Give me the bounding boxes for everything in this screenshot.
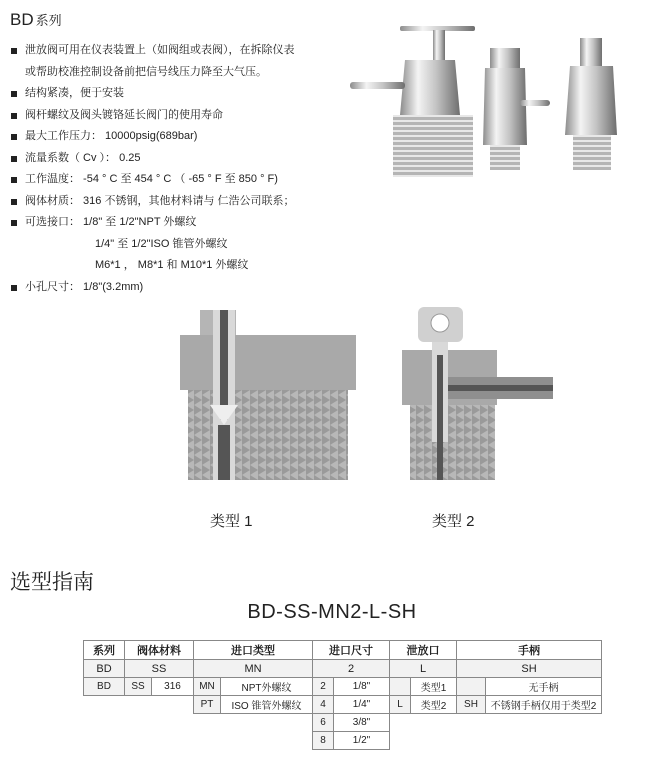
table-cell-empty [84,696,125,714]
table-cell-empty [152,696,194,714]
table-cell: SS [125,660,194,678]
selection-guide-title: 选型指南 [10,571,94,594]
type2-cross-section [400,305,580,485]
table-row [84,696,602,714]
table-row [84,678,602,696]
type2-caption: 类型 2 [432,513,475,530]
table-cell: 1/4" [334,696,390,714]
feature-item: 可选接口： 1/8" 至 1/2"NPT 外螺纹 [10,212,295,234]
feature-item: 最大工作压力： 10000psig(689bar) [10,126,295,148]
table-cell: SS [125,678,152,696]
table-cell [390,678,411,696]
page-title [10,10,62,30]
table-header-cell: 进口尺寸 [313,641,390,660]
feature-item: 流量系数（ Cv ）： 0.25 [10,148,295,170]
table-row [84,732,602,750]
table-code-row [84,660,602,678]
table-header-cell: 进口类型 [194,641,313,660]
feature-item-continuation: M6*1 ， M8*1 和 M10*1 外螺纹 [95,259,249,271]
series-suffix: 系列 [35,13,62,28]
table-cell: SH [457,660,602,678]
type1-caption: 类型 1 [210,513,253,530]
table-cell: 3/8" [334,714,390,732]
table-cell: NPT外螺纹 [221,678,313,696]
feature-item: 小孔尺寸： 1/8"(3.2mm) [10,277,295,299]
feature-item-continuation: 1/4" 至 1/2"ISO 锥管外螺纹 [95,237,228,250]
table-cell: MN [194,660,313,678]
table-cell: 不锈钢手柄仅用于类型2 [486,696,602,714]
table-cell-empty [125,696,152,714]
table-cell [457,678,486,696]
table-cell: 2 [313,678,334,696]
table-cell: 8 [313,732,334,750]
table-header-cell: 泄放口 [390,641,457,660]
table-cell: PT [194,696,221,714]
selection-table [83,640,602,750]
table-cell: 6 [313,714,334,732]
feature-item: 工作温度： -54 ° C 至 454 ° C （ -65 ° F 至 850 ° F) [10,169,295,191]
table-cell: BD [84,678,125,696]
table-header-cell: 阀体材料 [125,641,194,660]
table-cell: 316 [152,678,194,696]
feature-list [10,40,295,298]
table-cell: BD [84,660,125,678]
table-header-row [84,641,602,660]
series-code: BD [10,10,34,29]
table-cell: SH [457,696,486,714]
table-cell: 类型1 [411,678,457,696]
feature-item-continuation: 或帮助校准控制设备前把信号线压力降至大气压。 [25,65,267,78]
table-cell: L [390,660,457,678]
table-cell: MN [194,678,221,696]
model-code-example: BD-SS-MN2-L-SH [247,601,417,623]
table-header-cell: 系列 [84,641,125,660]
table-cell: 4 [313,696,334,714]
product-photo [345,20,655,180]
table-cell: 类型2 [411,696,457,714]
feature-item: 泄放阀可用在仪表装置上（如阀组或表阀），在拆除仪表 [10,40,295,62]
table-cell: 2 [313,660,390,678]
feature-item: 结构紧凑，便于安装 [10,83,295,105]
table-cell: 无手柄 [486,678,602,696]
feature-item: 阀体材质： 316 不锈钢，其他材料请与 仁浩公司联系； [10,191,295,213]
table-cell: 1/2" [334,732,390,750]
feature-item: 阀杆螺纹及阀头镀铬延长阀门的使用寿命 [10,105,295,127]
table-header-cell: 手柄 [457,641,602,660]
table-row [84,714,602,732]
table-cell: 1/8" [334,678,390,696]
table-cell: ISO 锥管外螺纹 [221,696,313,714]
table-cell: L [390,696,411,714]
type1-cross-section [178,305,358,485]
